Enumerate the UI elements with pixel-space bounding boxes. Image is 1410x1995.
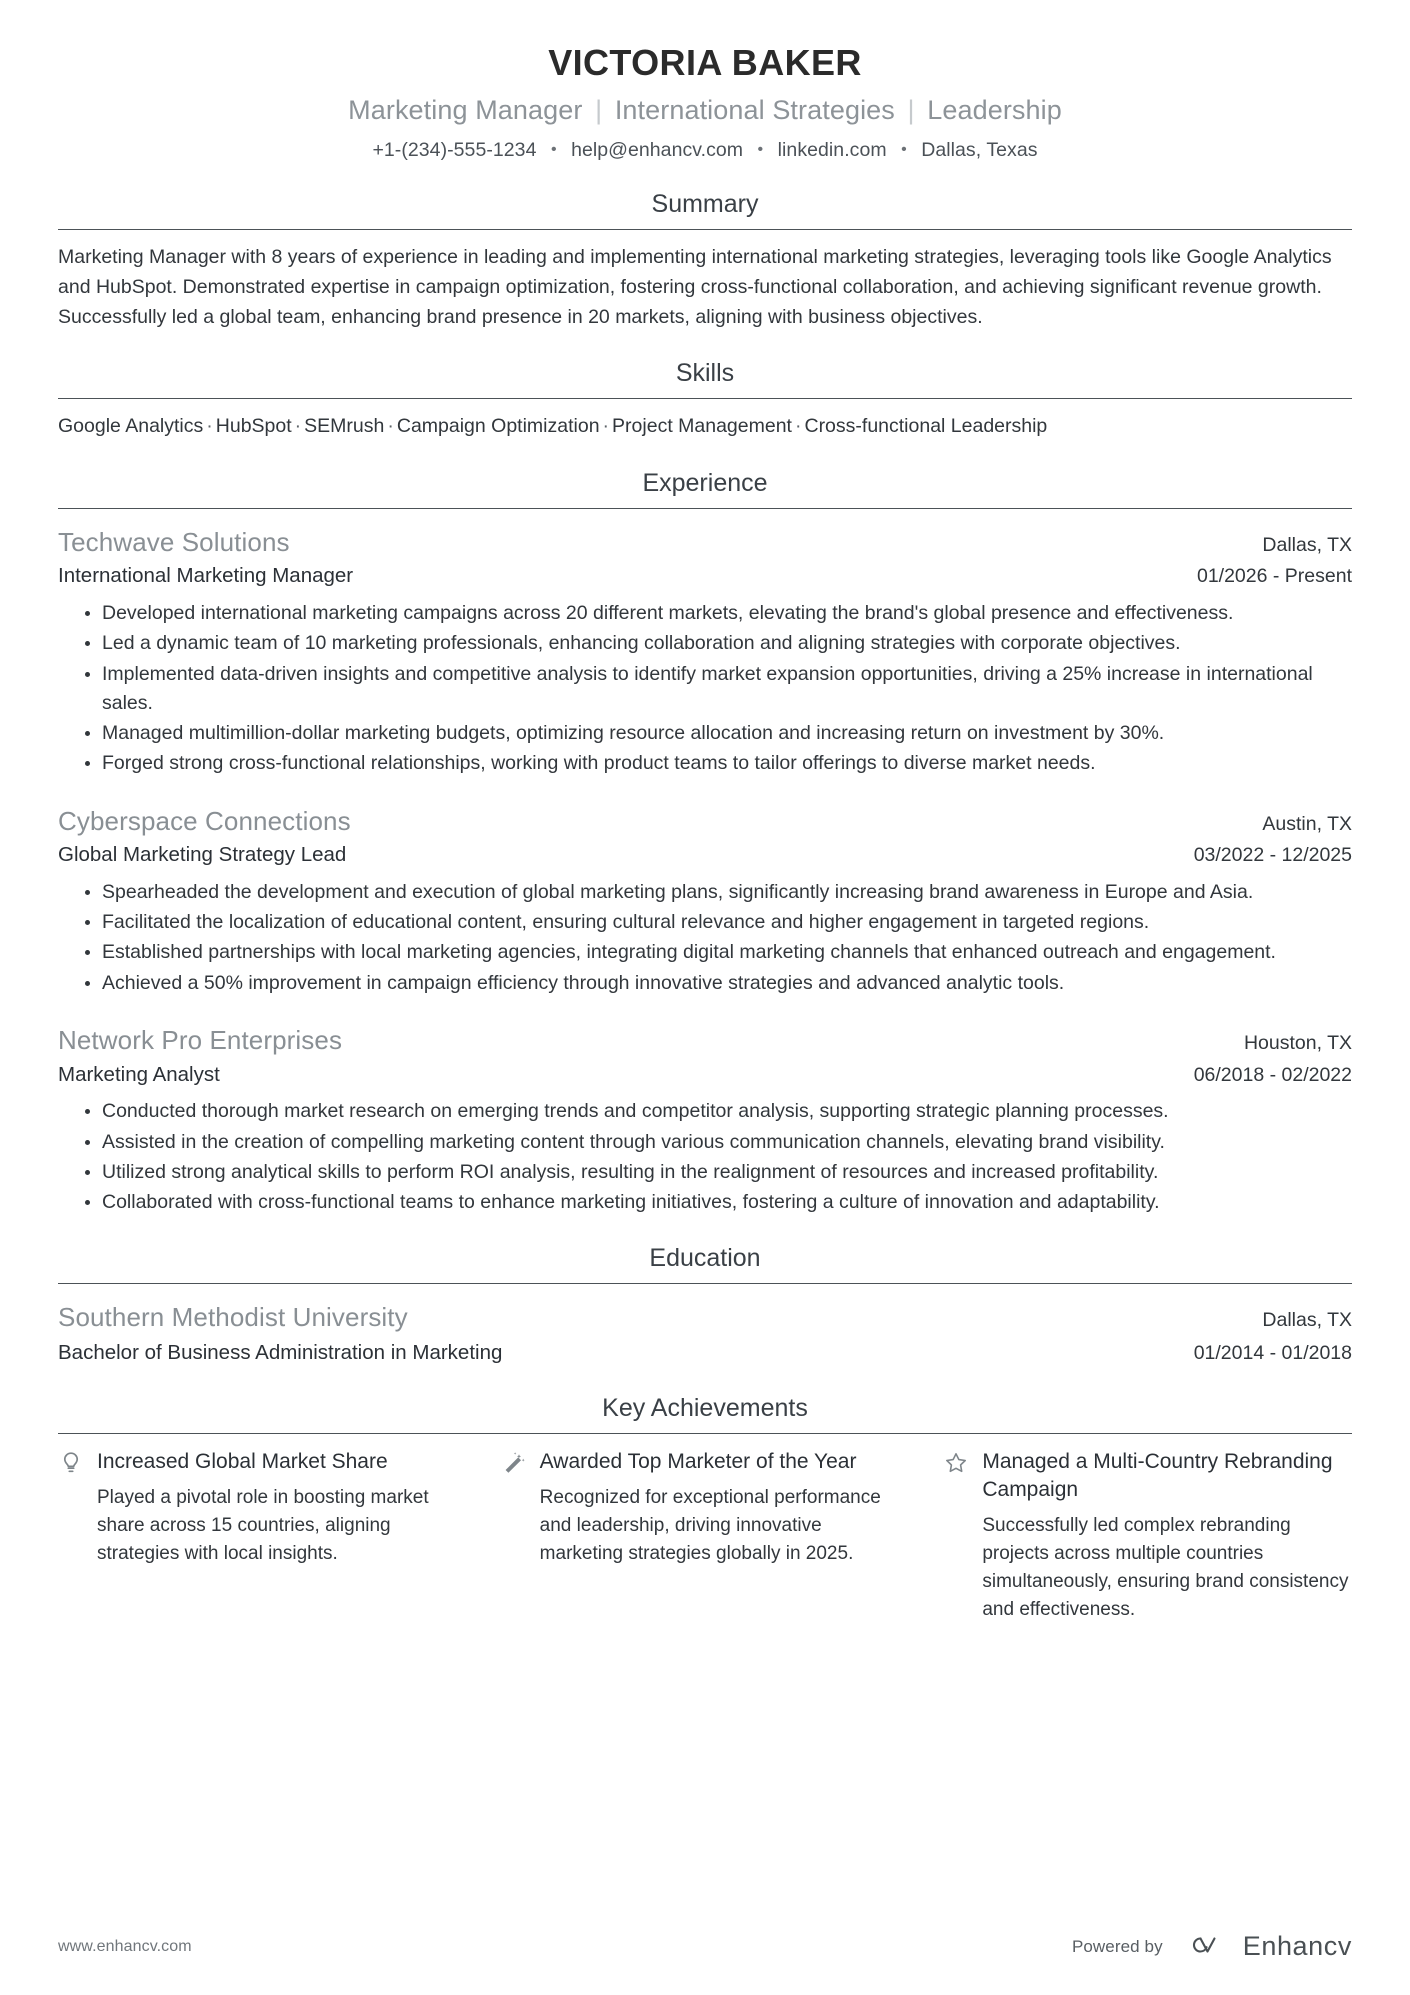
job-bullet: Managed multimillion-dollar marketing budgets, optimizing resource allocation and increasing return on investment by 30%. bbox=[85, 719, 1352, 748]
company-name: Network Pro Enterprises bbox=[58, 1024, 343, 1055]
experience-role-row bbox=[58, 841, 1352, 869]
achievement-item bbox=[501, 1448, 944, 1624]
job-bullet-list bbox=[58, 878, 1352, 998]
job-title: International Marketing Manager bbox=[58, 564, 354, 588]
skill-item: Google Analytics bbox=[58, 415, 204, 438]
job-title: Global Marketing Strategy Lead bbox=[58, 843, 347, 867]
headline-part-0: Marketing Manager bbox=[348, 95, 583, 125]
section-title-summary: Summary bbox=[651, 190, 759, 219]
experience-entries bbox=[58, 509, 1352, 1218]
summary-text: Marketing Manager with 8 years of experience in leading and implementing international marketing strategies, leveraging tools like Google Analytics and HubSpot. Demonstrated expertise in campaign optimization, fostering cross-functional collaboration, and achieving significant revenue growth. Successfully led a global team, enhancing brand presence in 20 markets, aligning with business objectives. bbox=[58, 246, 1332, 328]
job-bullet: Utilized strong analytical skills to perform ROI analysis, resulting in the realignment of resources and increased profitability. bbox=[85, 1158, 1352, 1187]
contact-separator: • bbox=[550, 141, 557, 159]
job-bullet: Assisted in the creation of compelling marketing content through various communication channels, elevating brand visibility. bbox=[85, 1128, 1352, 1157]
experience-entry bbox=[58, 526, 1352, 779]
section-title-education: Education bbox=[649, 1244, 761, 1273]
education-entry bbox=[58, 1301, 1352, 1366]
company-location: Austin, TX bbox=[1262, 812, 1352, 835]
job-bullet: Spearheaded the development and execution of global marketing plans, significantly increasing brand awareness in Europe and Asia. bbox=[85, 878, 1352, 907]
section-experience bbox=[58, 468, 1352, 1218]
section-education bbox=[58, 1243, 1352, 1366]
skill-separator: · bbox=[794, 415, 802, 438]
contact-email[interactable]: help@enhancv.com bbox=[571, 139, 744, 162]
experience-company-row bbox=[58, 805, 1352, 839]
section-achievements bbox=[58, 1393, 1352, 1624]
company-name: Cyberspace Connections bbox=[58, 805, 351, 836]
skill-item: Cross-functional Leadership bbox=[804, 415, 1048, 438]
job-bullet-list bbox=[58, 1097, 1352, 1217]
school-location: Dallas, TX bbox=[1262, 1309, 1352, 1332]
achievement-description: Recognized for exceptional performance and leadership, driving innovative marketing strategies globally in 2025. bbox=[539, 1486, 881, 1565]
job-bullet: Collaborated with cross-functional teams to enhance marketing initiatives, fostering a culture of innovation and adaptability. bbox=[85, 1188, 1352, 1217]
section-title-achievements: Key Achievements bbox=[602, 1393, 808, 1422]
school-name: Southern Methodist University bbox=[58, 1302, 408, 1333]
skill-item: Campaign Optimization bbox=[396, 415, 600, 438]
headline-divider: | bbox=[907, 95, 915, 125]
headline-divider: | bbox=[595, 95, 603, 125]
experience-role-row bbox=[58, 562, 1352, 590]
section-skills bbox=[58, 358, 1352, 441]
resume-footer bbox=[58, 1930, 1352, 1963]
company-location: Dallas, TX bbox=[1262, 533, 1352, 556]
experience-role-row bbox=[58, 1061, 1352, 1089]
achievement-header bbox=[943, 1448, 1352, 1504]
achievement-item bbox=[943, 1448, 1352, 1624]
education-dates: 01/2014 - 01/2018 bbox=[1193, 1342, 1352, 1365]
job-dates: 06/2018 - 02/2022 bbox=[1193, 1063, 1352, 1086]
contact-line bbox=[58, 137, 1352, 163]
experience-entry bbox=[58, 1024, 1352, 1217]
degree-name: Bachelor of Business Administration in Marketing bbox=[58, 1341, 503, 1365]
contact-location: Dallas, Texas bbox=[921, 139, 1038, 162]
enhancv-logo-icon bbox=[1177, 1930, 1229, 1963]
job-bullet: Facilitated the localization of educational content, ensuring cultural relevance and higher engagement in targeted regions. bbox=[85, 908, 1352, 937]
experience-company-row bbox=[58, 526, 1352, 560]
section-title-skills: Skills bbox=[675, 359, 735, 388]
powered-by-label: Powered by bbox=[1071, 1936, 1163, 1956]
achievement-header bbox=[58, 1448, 467, 1476]
resume-header bbox=[58, 34, 1352, 163]
candidate-headline bbox=[58, 93, 1352, 128]
contact-linkedin[interactable]: linkedin.com bbox=[777, 139, 887, 162]
job-dates: 01/2026 - Present bbox=[1196, 565, 1352, 588]
job-dates: 03/2022 - 12/2025 bbox=[1193, 844, 1352, 867]
skill-separator: · bbox=[387, 415, 394, 438]
footer-url[interactable]: www.enhancv.com bbox=[58, 1937, 192, 1955]
job-title: Marketing Analyst bbox=[58, 1062, 220, 1086]
skill-separator: · bbox=[294, 415, 302, 438]
job-bullet: Established partnerships with local marketing agencies, integrating digital marketing channels that enhanced outreach and engagement. bbox=[85, 938, 1352, 967]
education-entries bbox=[58, 1284, 1352, 1366]
skill-item: Project Management bbox=[612, 415, 792, 438]
contact-separator: • bbox=[901, 141, 907, 159]
skills-list bbox=[58, 412, 1352, 441]
achievement-item bbox=[58, 1448, 501, 1624]
achievement-title: Awarded Top Marketer of the Year bbox=[539, 1449, 857, 1473]
contact-separator: • bbox=[757, 141, 764, 159]
contact-phone: +1-(234)-555-1234 bbox=[372, 139, 537, 162]
experience-entry bbox=[58, 805, 1352, 998]
headline-part-1: International Strategies bbox=[614, 95, 895, 125]
achievement-header bbox=[501, 1448, 910, 1476]
star-icon bbox=[943, 1450, 969, 1476]
company-name: Techwave Solutions bbox=[58, 526, 290, 557]
education-school-row bbox=[58, 1301, 1352, 1335]
company-location: Houston, TX bbox=[1243, 1031, 1352, 1054]
achievement-title: Increased Global Market Share bbox=[97, 1449, 388, 1473]
achievement-title: Managed a Multi-Country Rebranding Campaign bbox=[982, 1449, 1333, 1501]
magic-wand-icon bbox=[501, 1450, 527, 1476]
candidate-name: VICTORIA BAKER bbox=[548, 42, 862, 83]
headline-part-2: Leadership bbox=[927, 95, 1062, 125]
skill-separator: · bbox=[602, 415, 610, 438]
education-degree-row bbox=[58, 1339, 1352, 1367]
achievements-grid bbox=[58, 1434, 1352, 1624]
lightbulb-icon bbox=[58, 1450, 84, 1476]
achievement-description: Played a pivotal role in boosting market share across 15 countries, aligning strategies with local insights. bbox=[97, 1486, 429, 1565]
job-bullet: Achieved a 50% improvement in campaign efficiency through innovative strategies and advanced analytic tools. bbox=[85, 969, 1352, 998]
job-bullet: Developed international marketing campaigns across 20 different markets, elevating the brand's global presence and effectiveness. bbox=[85, 599, 1352, 628]
achievement-description: Successfully led complex rebranding projects across multiple countries simultaneously, ensuring brand consistency and effectiveness. bbox=[982, 1514, 1349, 1621]
section-title-experience: Experience bbox=[642, 468, 768, 497]
experience-company-row bbox=[58, 1024, 1352, 1058]
footer-brand bbox=[1072, 1930, 1352, 1963]
job-bullet: Forged strong cross-functional relationships, working with product teams to tailor offerings to diverse market needs. bbox=[85, 749, 1352, 778]
skill-item: HubSpot bbox=[215, 415, 292, 438]
job-bullet: Led a dynamic team of 10 marketing professionals, enhancing collaboration and aligning strategies with corporate objectives. bbox=[85, 629, 1352, 658]
job-bullet: Conducted thorough market research on emerging trends and competitor analysis, supporting strategic planning processes. bbox=[85, 1097, 1352, 1126]
section-summary bbox=[58, 189, 1352, 332]
job-bullet: Implemented data-driven insights and competitive analysis to identify market expansion opportunities, driving a 25% increase in international sales. bbox=[85, 660, 1352, 719]
skill-item: SEMrush bbox=[304, 415, 385, 438]
brand-name: Enhancv bbox=[1242, 1931, 1352, 1961]
skill-separator: · bbox=[206, 415, 213, 438]
job-bullet-list bbox=[58, 599, 1352, 779]
